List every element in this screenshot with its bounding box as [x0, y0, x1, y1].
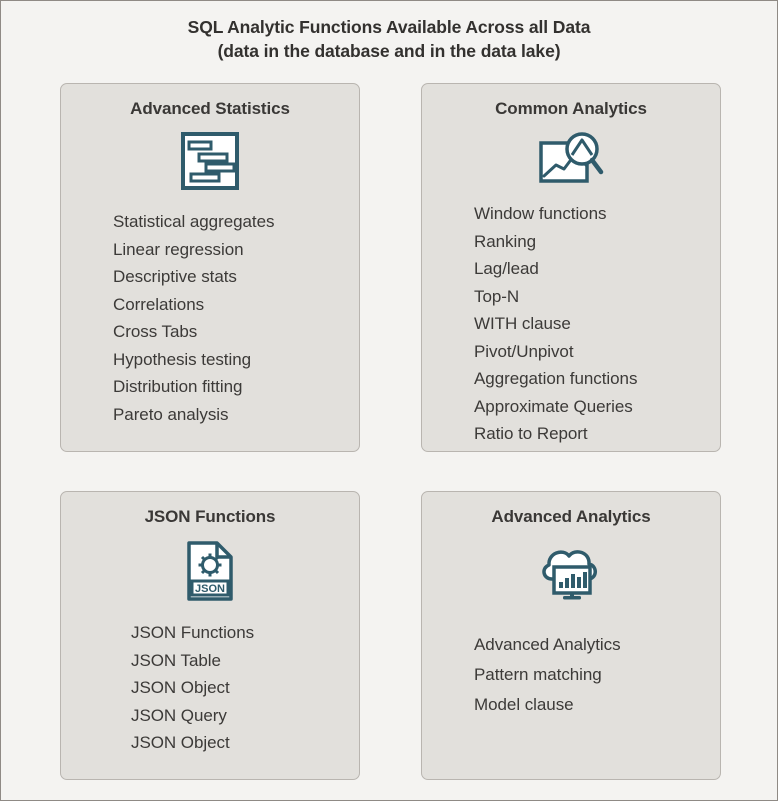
panel-json-functions [60, 491, 360, 780]
list-item: Statistical aggregates [113, 212, 275, 231]
list-item: JSON Table [131, 650, 221, 670]
json-document-gear-icon [61, 538, 359, 604]
list-item: Top-N [474, 286, 520, 306]
panel-common-analytics [421, 83, 721, 452]
chart-magnifier-icon [422, 128, 720, 194]
panel-title-advanced-analytics: Advanced Analytics [491, 507, 651, 526]
list-item: JSON Object [131, 678, 230, 697]
feature-list-common-analytics [422, 200, 720, 448]
list-item: Pivot/Unpivot [474, 341, 574, 361]
list-item: Ratio to Report [474, 424, 588, 443]
list-item: Hypothesis testing [113, 349, 252, 369]
cloud-monitor-chart-icon [422, 538, 720, 604]
list-item: Pareto analysis [113, 404, 229, 424]
panel-title-advanced-statistics: Advanced Statistics [130, 99, 290, 118]
list-item: Advanced Analytics [474, 635, 621, 654]
list-item: Lag/lead [474, 259, 539, 278]
panel-advanced-statistics [60, 83, 360, 452]
list-item: Ranking [474, 231, 537, 251]
list-item: JSON Query [131, 705, 227, 725]
list-item: JSON Functions [131, 623, 255, 642]
list-item: Distribution fitting [113, 377, 243, 396]
list-item: Descriptive stats [113, 267, 237, 286]
feature-list-json-functions [61, 619, 359, 757]
page-title-line-1: SQL Analytic Functions Available Across all Data [187, 17, 591, 37]
gantt-chart-icon [61, 128, 359, 194]
list-item: Approximate Queries [474, 396, 633, 416]
page-header [1, 1, 777, 63]
list-item: Correlations [113, 294, 205, 314]
panel-advanced-analytics [421, 491, 721, 780]
list-item: Cross Tabs [113, 322, 198, 341]
panel-grid [60, 83, 721, 780]
feature-list-advanced-analytics [422, 630, 720, 720]
list-item: Aggregation functions [474, 369, 638, 388]
feature-list-advanced-statistics [61, 208, 359, 428]
panel-title-json-functions: JSON Functions [144, 507, 276, 526]
list-item: JSON Object [131, 733, 230, 752]
list-item: WITH clause [474, 314, 571, 333]
page-title-line-2: (data in the database and in the data lake) [217, 41, 561, 61]
list-item: Window functions [474, 204, 607, 223]
list-item: Linear regression [113, 239, 244, 259]
json-icon-label: JSON [195, 583, 225, 595]
list-item: Pattern matching [474, 665, 602, 684]
panel-title-common-analytics: Common Analytics [495, 99, 647, 118]
list-item: Model clause [474, 695, 574, 714]
